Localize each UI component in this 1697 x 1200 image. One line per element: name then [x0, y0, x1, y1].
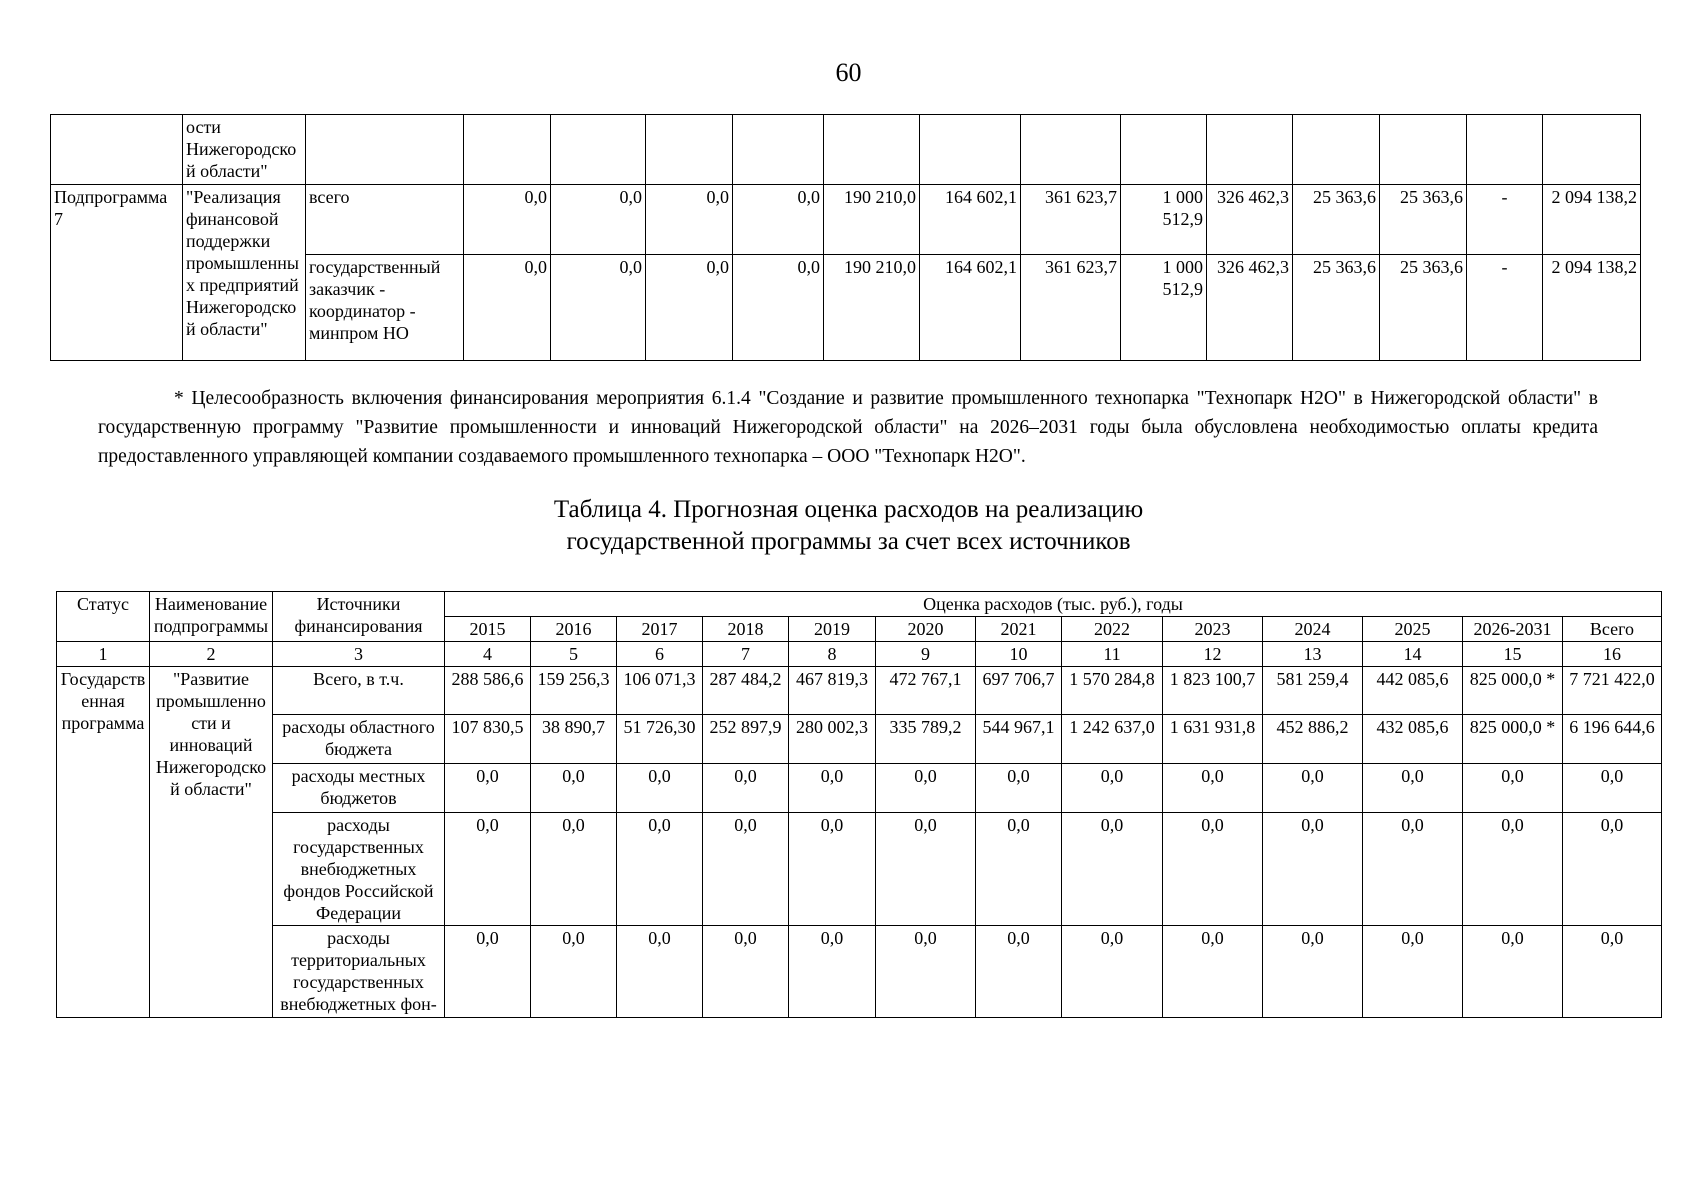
value-cell [1121, 115, 1207, 185]
value-cell: 0,0 [1062, 764, 1163, 813]
value-cell: 1 570 284,8 [1062, 667, 1163, 715]
value-cell: 326 462,3 [1207, 255, 1293, 361]
funding-source: расходы государственных внебюджетных фондов Российской Федерации [273, 813, 445, 926]
value-cell: 0,0 [445, 926, 531, 1018]
value-cell [733, 115, 824, 185]
table-row [57, 764, 1662, 813]
value-cell: 0,0 [1563, 813, 1662, 926]
footnote: * Целесообразность включения финансирования мероприятия 6.1.4 "Создание и развитие промышленного технопарка "Технопарк Н2О" в Нижегородской области" в государственную программу "Развитие промышленности и инноваций Нижегородской области" на 2026–2031 годы была обусловлена необходимостью оплаты кредита предоставленного управляющей компании создаваемого промышленного технопарка – ООО "Технопарк Н2О". [98, 388, 1598, 467]
value-cell: 288 586,6 [445, 667, 531, 715]
value-cell: 0,0 [445, 764, 531, 813]
value-cell: 164 602,1 [920, 185, 1021, 255]
value-cell: 0,0 [531, 764, 617, 813]
column-number: 16 [1563, 642, 1662, 667]
value-cell [646, 115, 733, 185]
header-year: Всего [1563, 617, 1662, 642]
value-cell: - [1467, 255, 1543, 361]
program-status: Государственная программа [57, 667, 150, 1018]
value-cell: 159 256,3 [531, 667, 617, 715]
funding-source: Всего, в т.ч. [273, 667, 445, 715]
value-cell: 0,0 [976, 926, 1062, 1018]
value-cell: 0,0 [1263, 926, 1363, 1018]
value-cell: 280 002,3 [789, 715, 876, 764]
page-number: 60 [835, 58, 862, 87]
value-cell: 0,0 [1463, 813, 1563, 926]
value-cell: 581 259,4 [1263, 667, 1363, 715]
header-year: 2015 [445, 617, 531, 642]
header-year: 2020 [876, 617, 976, 642]
value-cell: 0,0 [1062, 926, 1163, 1018]
header-year: 2017 [617, 617, 703, 642]
value-cell: 0,0 [976, 764, 1062, 813]
header-year: 2026-2031 [1463, 617, 1563, 642]
column-number: 4 [445, 642, 531, 667]
funding-source: расходы территориальных государственных внебюджетных фон- [273, 926, 445, 1018]
value-cell: 0,0 [1363, 764, 1463, 813]
value-cell: 1 000 512,9 [1121, 255, 1207, 361]
value-cell: 252 897,9 [703, 715, 789, 764]
table-title-line-1: Таблица 4. Прогнозная оценка расходов на реализацию [553, 496, 1144, 523]
value-cell: 7 721 422,0 [1563, 667, 1662, 715]
value-cell [824, 115, 920, 185]
header-funding-source: Источники финансирования [273, 592, 445, 642]
column-number: 7 [703, 642, 789, 667]
value-cell: 2 094 138,2 [1543, 185, 1641, 255]
value-cell [464, 115, 551, 185]
value-cell: 0,0 [876, 813, 976, 926]
column-number: 14 [1363, 642, 1463, 667]
value-cell: 0,0 [646, 255, 733, 361]
value-cell [1293, 115, 1380, 185]
value-cell: 107 830,5 [445, 715, 531, 764]
value-cell: 0,0 [1463, 764, 1563, 813]
value-cell: - [1467, 185, 1543, 255]
table-title [0, 494, 1697, 558]
value-cell: 0,0 [1163, 813, 1263, 926]
table-row [51, 115, 1641, 185]
value-cell: 51 726,30 [617, 715, 703, 764]
value-cell: 0,0 [617, 926, 703, 1018]
name-cell: ости Нижегородской области" [183, 115, 306, 185]
column-number: 8 [789, 642, 876, 667]
column-number: 11 [1062, 642, 1163, 667]
header-cost-estimate: Оценка расходов (тыс. руб.), годы [445, 592, 1662, 617]
column-number: 6 [617, 642, 703, 667]
header-year: 2022 [1062, 617, 1163, 642]
value-cell: 0,0 [531, 926, 617, 1018]
value-cell [1021, 115, 1121, 185]
value-cell: 361 623,7 [1021, 255, 1121, 361]
value-cell: 452 886,2 [1263, 715, 1363, 764]
value-cell: 442 085,6 [1363, 667, 1463, 715]
value-cell: 432 085,6 [1363, 715, 1463, 764]
header-status: Статус [57, 592, 150, 642]
value-cell: 361 623,7 [1021, 185, 1121, 255]
value-cell: 25 363,6 [1293, 255, 1380, 361]
value-cell: 0,0 [551, 185, 646, 255]
value-cell [551, 115, 646, 185]
table-row [57, 715, 1662, 764]
header-subprogram-name: Наименование подпрограммы [150, 592, 273, 642]
value-cell: 0,0 [733, 185, 824, 255]
column-number: 15 [1463, 642, 1563, 667]
subprogram-status: Подпрограмма 7 [51, 185, 183, 361]
subprogram-table [50, 114, 1641, 361]
value-cell: 0,0 [531, 813, 617, 926]
value-cell: 0,0 [1163, 926, 1263, 1018]
value-cell: 0,0 [1563, 764, 1662, 813]
value-cell: 190 210,0 [824, 255, 920, 361]
header-year: 2018 [703, 617, 789, 642]
funding-source: государственный заказчик - координатор - минпром НО [306, 255, 464, 361]
header-year: 2025 [1363, 617, 1463, 642]
value-cell: 0,0 [703, 813, 789, 926]
funding-source: всего [306, 185, 464, 255]
value-cell: 0,0 [789, 926, 876, 1018]
value-cell: 0,0 [1062, 813, 1163, 926]
value-cell [1467, 115, 1543, 185]
value-cell: 0,0 [1463, 926, 1563, 1018]
value-cell: 0,0 [617, 813, 703, 926]
column-number: 1 [57, 642, 150, 667]
header-year: 2016 [531, 617, 617, 642]
value-cell [1543, 115, 1641, 185]
value-cell: 25 363,6 [1380, 255, 1467, 361]
table-title-line-2: государственной программы за счет всех источников [566, 528, 1131, 555]
value-cell: 164 602,1 [920, 255, 1021, 361]
value-cell: 0,0 [1363, 813, 1463, 926]
value-cell: 335 789,2 [876, 715, 976, 764]
table-4 [56, 591, 1662, 1018]
table-4-column-numbers [57, 642, 1662, 667]
table-row [51, 185, 1641, 255]
table-row [57, 667, 1662, 715]
subprogram-name: "Реализация финансовой поддержки промышленных предприятий Нижегородской области" [183, 185, 306, 361]
value-cell: 0,0 [789, 813, 876, 926]
value-cell: 1 823 100,7 [1163, 667, 1263, 715]
value-cell: 2 094 138,2 [1543, 255, 1641, 361]
column-number: 10 [976, 642, 1062, 667]
funding-source: расходы областного бюджета [273, 715, 445, 764]
table-4-header-row-1 [57, 592, 1662, 617]
value-cell: 0,0 [1263, 813, 1363, 926]
table-row [57, 926, 1662, 1018]
value-cell [1207, 115, 1293, 185]
value-cell: 38 890,7 [531, 715, 617, 764]
value-cell: 1 631 931,8 [1163, 715, 1263, 764]
value-cell [920, 115, 1021, 185]
value-cell: 472 767,1 [876, 667, 976, 715]
status-cell [51, 115, 183, 185]
value-cell: 0,0 [876, 764, 976, 813]
value-cell: 1 000 512,9 [1121, 185, 1207, 255]
program-name: "Развитие промышленности и инноваций Нижегородской области" [150, 667, 273, 1018]
value-cell: 825 000,0 * [1463, 715, 1563, 764]
value-cell: 0,0 [445, 813, 531, 926]
column-number: 12 [1163, 642, 1263, 667]
value-cell: 287 484,2 [703, 667, 789, 715]
value-cell: 0,0 [464, 255, 551, 361]
value-cell: 0,0 [551, 255, 646, 361]
header-year: 2019 [789, 617, 876, 642]
value-cell [1380, 115, 1467, 185]
value-cell: 0,0 [1263, 764, 1363, 813]
value-cell: 697 706,7 [976, 667, 1062, 715]
value-cell: 0,0 [703, 926, 789, 1018]
value-cell: 106 071,3 [617, 667, 703, 715]
value-cell: 326 462,3 [1207, 185, 1293, 255]
header-year: 2021 [976, 617, 1062, 642]
value-cell: 0,0 [1563, 926, 1662, 1018]
value-cell: 0,0 [703, 764, 789, 813]
column-number: 5 [531, 642, 617, 667]
header-year: 2024 [1263, 617, 1363, 642]
funding-source: расходы местных бюджетов [273, 764, 445, 813]
value-cell: 0,0 [646, 185, 733, 255]
value-cell [306, 115, 464, 185]
value-cell: 6 196 644,6 [1563, 715, 1662, 764]
value-cell: 0,0 [464, 185, 551, 255]
value-cell: 0,0 [617, 764, 703, 813]
value-cell: 0,0 [789, 764, 876, 813]
column-number: 3 [273, 642, 445, 667]
value-cell: 1 242 637,0 [1062, 715, 1163, 764]
value-cell: 25 363,6 [1380, 185, 1467, 255]
value-cell: 544 967,1 [976, 715, 1062, 764]
value-cell: 25 363,6 [1293, 185, 1380, 255]
column-number: 13 [1263, 642, 1363, 667]
value-cell: 0,0 [1363, 926, 1463, 1018]
value-cell: 0,0 [1163, 764, 1263, 813]
header-year: 2023 [1163, 617, 1263, 642]
value-cell: 0,0 [733, 255, 824, 361]
value-cell: 467 819,3 [789, 667, 876, 715]
column-number: 2 [150, 642, 273, 667]
column-number: 9 [876, 642, 976, 667]
value-cell: 0,0 [976, 813, 1062, 926]
value-cell: 825 000,0 * [1463, 667, 1563, 715]
table-row [57, 813, 1662, 926]
value-cell: 190 210,0 [824, 185, 920, 255]
value-cell: 0,0 [876, 926, 976, 1018]
